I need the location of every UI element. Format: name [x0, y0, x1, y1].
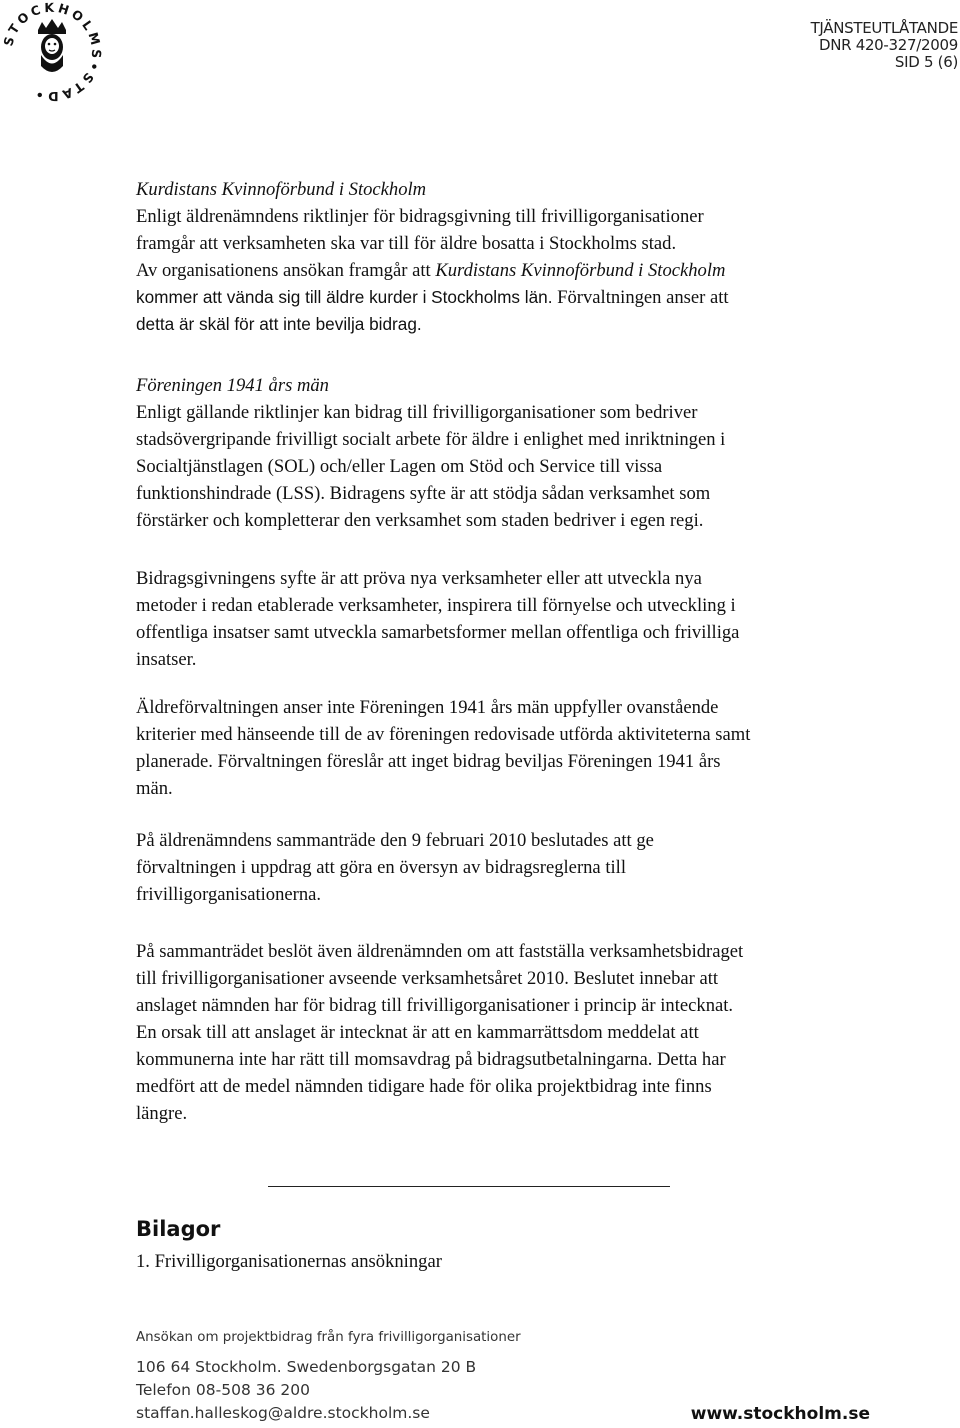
- text-line: [136, 257, 876, 284]
- text-line: En orsak till att anslaget är intecknat är att en kammarrättsdom meddelat att: [136, 1022, 699, 1043]
- text-line: funktionshindrade (LSS). Bidragens syfte är att stödja sådan verksamhet som: [136, 483, 711, 504]
- stockholm-stad-logo: [0, 0, 104, 104]
- text-run: kommer att vända sig till äldre kurder i Stockholms län.: [136, 287, 553, 307]
- paragraph-bidragsgivning: [136, 565, 876, 673]
- text-line: förstärker och kompletterar den verksamhet som staden bedriver i egen regi.: [136, 510, 704, 531]
- text-run: Förvaltningen anser att: [557, 287, 729, 308]
- text-line: detta är skäl för att inte bevilja bidrag.: [136, 314, 422, 334]
- divider-line: [268, 1186, 670, 1187]
- document-header: [811, 20, 958, 71]
- footer-website-link[interactable]: www.stockholm.se: [690, 1404, 870, 1424]
- paragraph-verksamhetsbidrag: [136, 938, 876, 1127]
- text-line: [136, 284, 876, 311]
- document-number: DNR 420-327/2009: [818, 36, 958, 54]
- page-number: SID 5 (6): [894, 53, 958, 71]
- text-run: Av organisationens ansökan framgår att: [136, 260, 431, 281]
- text-line: frivilligorganisationerna.: [136, 884, 322, 905]
- document-type: TJÄNSTEUTLÅTANDE: [810, 19, 958, 37]
- paragraph-sammantrade: [136, 827, 876, 908]
- organisation-name: Kurdistans Kvinnoförbund i Stockholm: [435, 260, 726, 281]
- footer-email: staffan.halleskog@aldre.stockholm.se: [136, 1404, 430, 1422]
- attachment-item: 1. Frivilligorganisationernas ansökningar: [136, 1251, 442, 1272]
- footer-phone: Telefon 08-508 36 200: [136, 1381, 310, 1399]
- text-line: På sammanträdet beslöt även äldrenämnden om att fastställa verksamhetsbidraget: [136, 941, 744, 962]
- text-line: insatser.: [136, 649, 197, 670]
- attachments-heading: Bilagor: [136, 1217, 221, 1241]
- text-line: planerade. Förvaltningen föreslår att inget bidrag beviljas Föreningen 1941 års: [136, 751, 721, 772]
- text-line: På äldrenämndens sammanträde den 9 februari 2010 beslutades att ge: [136, 830, 654, 851]
- text-line: kriterier med hänseende till de av föreningen redovisade utförda aktiviteterna samt: [136, 724, 751, 745]
- text-line: framgår att verksamheten ska var till för äldre bosatta i Stockholms stad.: [136, 233, 677, 254]
- footer-document-title: Ansökan om projektbidrag från fyra frivilligorganisationer: [136, 1330, 521, 1345]
- text-line: Enligt äldrenämndens riktlinjer för bidragsgivning till frivilligorganisationer: [136, 206, 704, 227]
- text-line: Bidragsgivningens syfte är att pröva nya verksamheter eller att utveckla nya: [136, 568, 702, 589]
- text-line: Äldreförvaltningen anser inte Föreningen 1941 års män uppfyller ovanstående: [136, 697, 719, 718]
- text-line: metoder i redan etablerade verksamheter, inspirera till förnyelse och utveckling i: [136, 595, 736, 616]
- text-line: längre.: [136, 1103, 188, 1124]
- text-line: Socialtjänstlagen (SOL) och/eller Lagen om Stöd och Service till vissa: [136, 456, 663, 477]
- footer-address: 106 64 Stockholm. Swedenborgsgatan 20 B: [136, 1358, 477, 1376]
- text-line: stadsövergripande frivilligt socialt arbete för äldre i enlighet med inriktningen i: [136, 429, 726, 450]
- text-line: offentliga insatser samt utveckla samarbetsformer mellan offentliga och frivilliga: [136, 622, 740, 643]
- svg-text:STOCKHOLMS•STAD•: STOCKHOLMS•STAD•: [0, 0, 104, 104]
- paragraph-aldreforvaltningen: [136, 694, 876, 802]
- section-heading: Föreningen 1941 års män: [136, 375, 329, 396]
- text-line: till frivilligorganisationer avseende verksamhetsåret 2010. Beslutet innebar att: [136, 968, 719, 989]
- section-kurdistans: [136, 176, 876, 338]
- text-line: medfört att de medel nämnden tidigare hade för olika projektbidrag inte finns: [136, 1076, 712, 1097]
- section-foreningen-1941: [136, 372, 876, 534]
- section-heading: Kurdistans Kvinnoförbund i Stockholm: [136, 179, 427, 200]
- text-line: Enligt gällande riktlinjer kan bidrag till frivilligorganisationer som bedriver: [136, 402, 698, 423]
- text-line: förvaltningen i uppdrag att göra en översyn av bidragsreglerna till: [136, 857, 626, 878]
- text-line: män.: [136, 778, 173, 799]
- text-line: anslaget nämnden har för bidrag till frivilligorganisationer i princip är intecknat.: [136, 995, 734, 1016]
- text-line: kommunerna inte har rätt till momsavdrag på bidragsutbetalningarna. Detta har: [136, 1049, 726, 1070]
